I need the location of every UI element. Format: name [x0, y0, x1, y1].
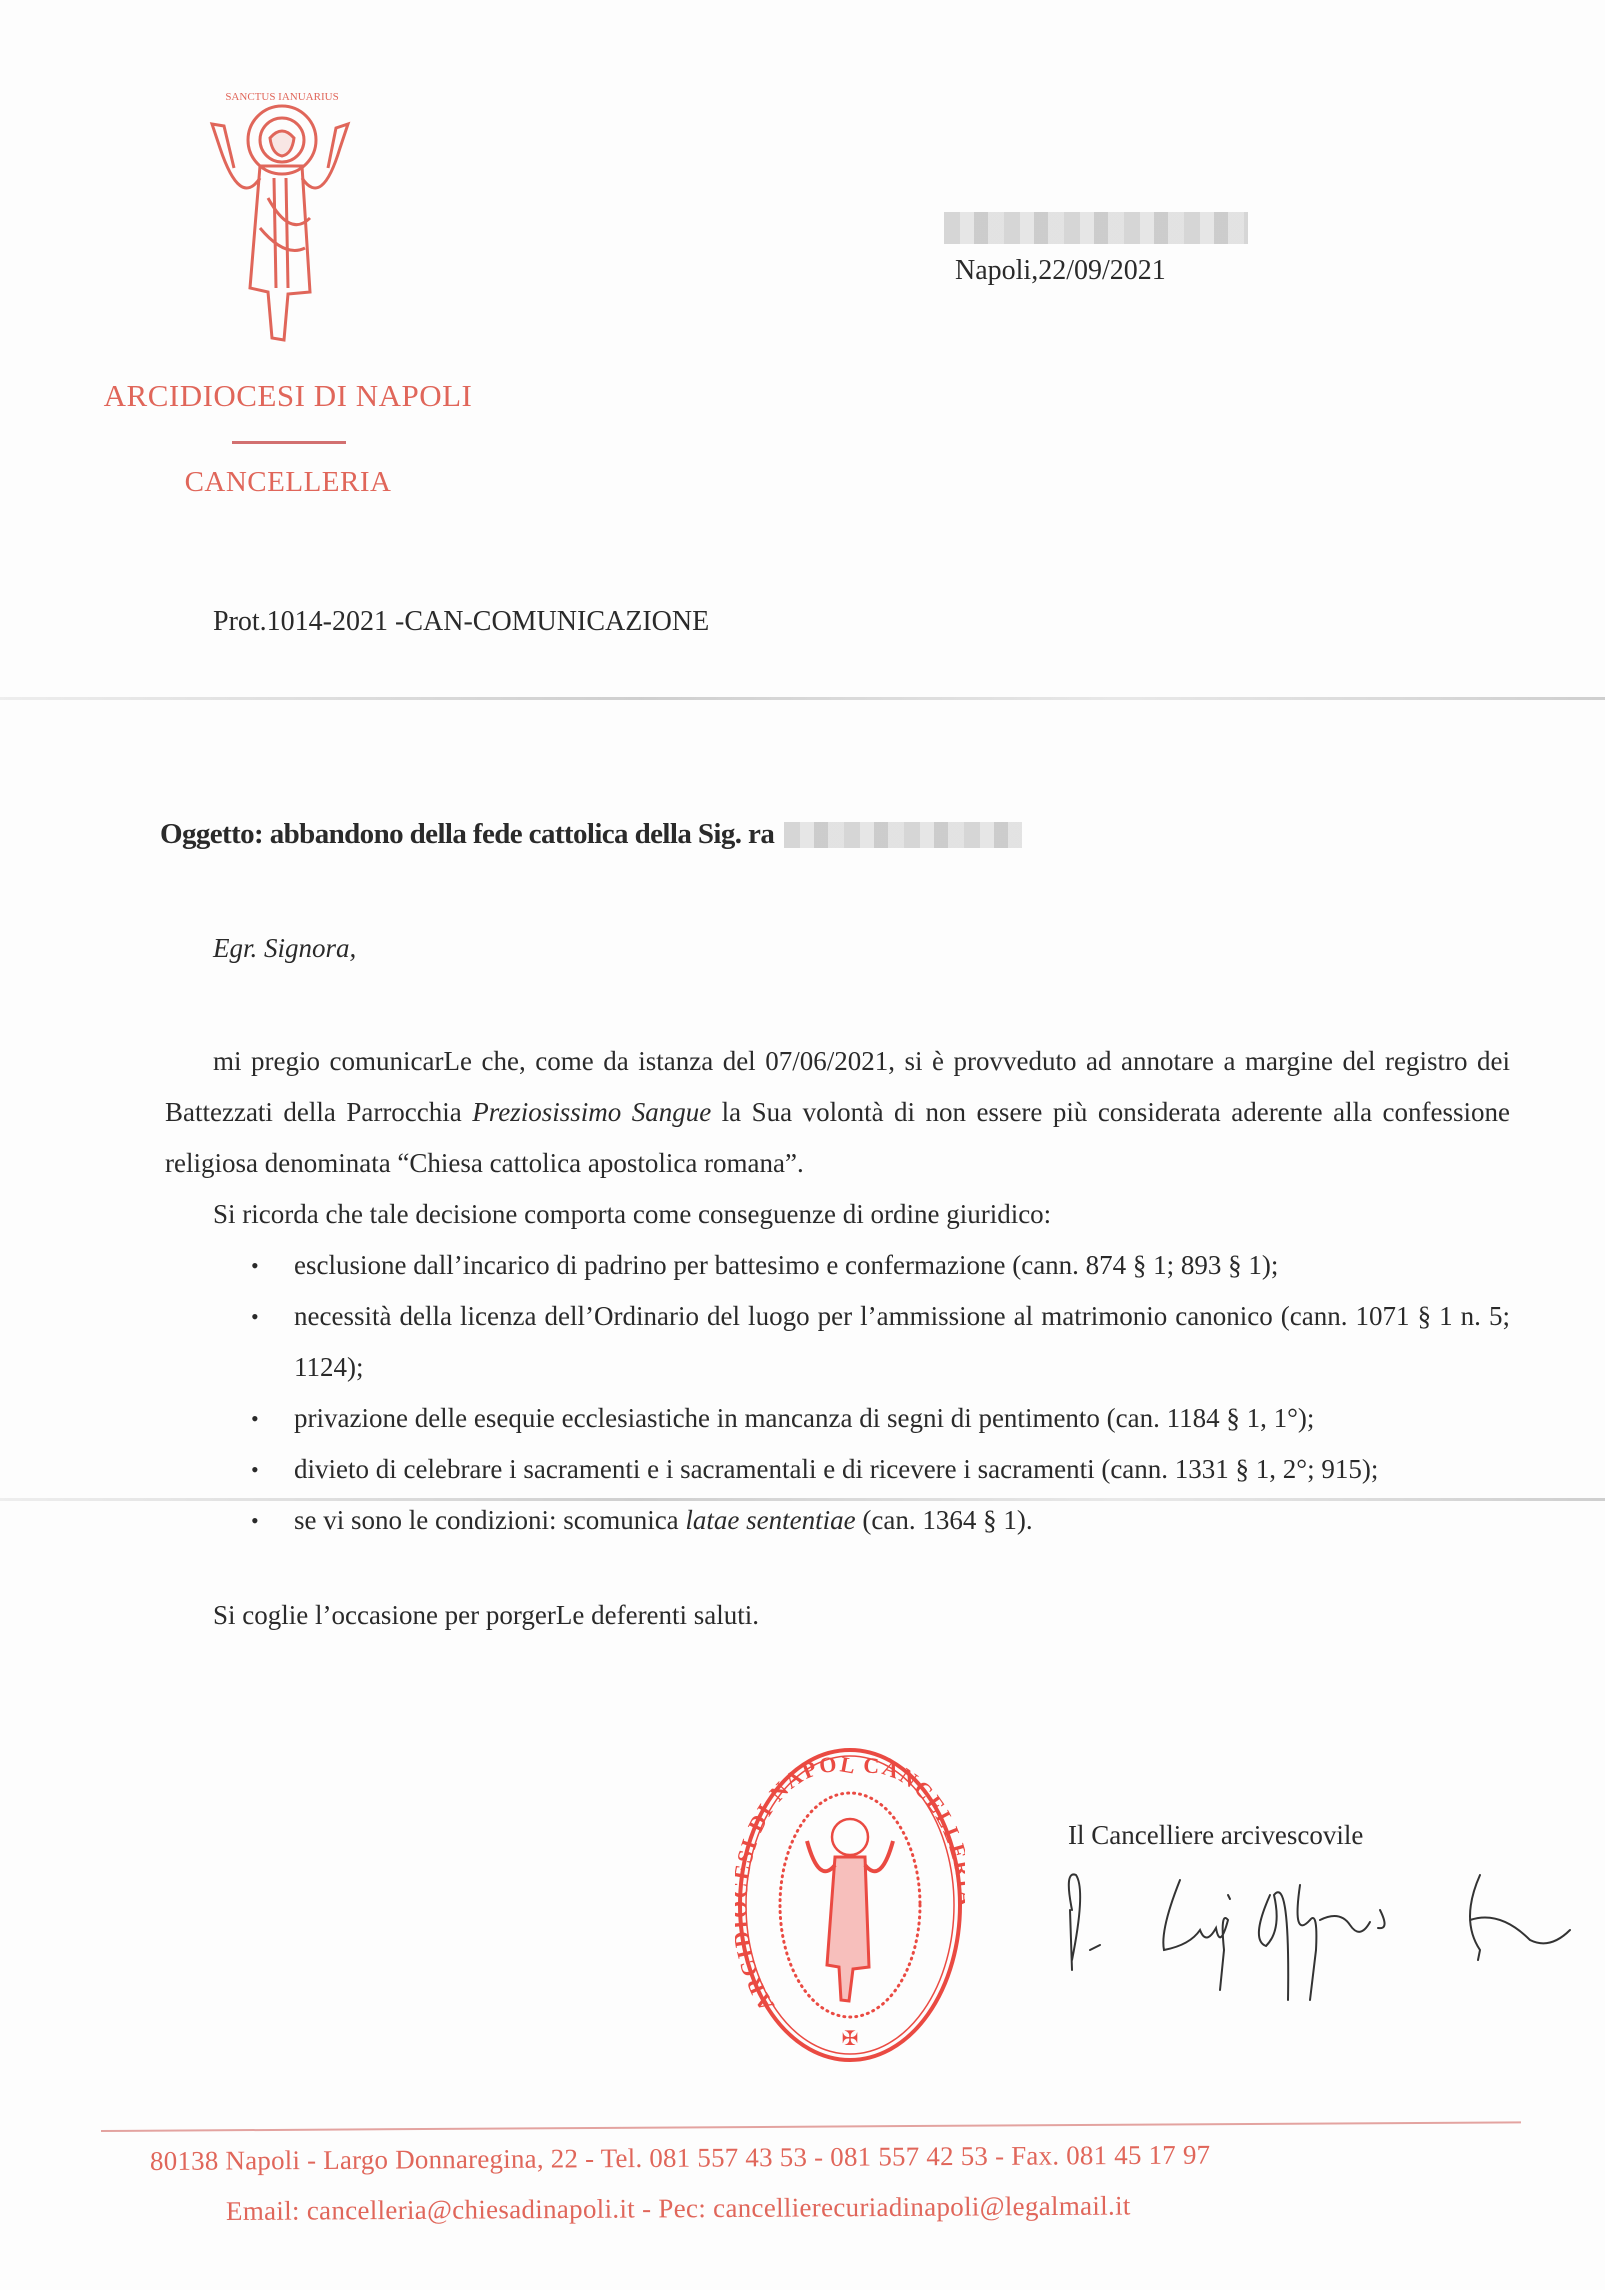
bullet-icon: •	[251, 1304, 259, 1329]
subject-row	[160, 818, 1022, 851]
bullet-icon: •	[251, 1253, 259, 1278]
letter-body	[165, 1036, 1510, 1641]
list-item	[213, 1393, 1510, 1444]
department-name: CANCELLERIA	[184, 466, 392, 498]
saint-januarius-icon	[190, 88, 370, 358]
subject-recipient-redacted	[784, 822, 1022, 848]
latin-term: latae sententiae	[685, 1505, 856, 1535]
bullet-icon: •	[251, 1406, 259, 1431]
list-item-text: necessità della licenza dell’Ordinario del luogo per l’ammissione al matrimonio canonico (cann. 1071 § 1 n. 5; 1124);	[294, 1301, 1510, 1382]
seal-stamp-icon	[735, 1745, 965, 2065]
letter-date: Napoli,22/09/2021	[955, 255, 1166, 286]
footer-divider	[101, 2121, 1521, 2132]
signer-title: Il Cancelliere arcivescovile	[1068, 1820, 1364, 1850]
list-item-text: (can. 1364 § 1).	[855, 1505, 1033, 1535]
organization-name: ARCIDIOCESI DI NAPOLI	[103, 378, 473, 413]
list-item-text: esclusione dall’incarico di padrino per battesimo e confermazione (cann. 874 § 1; 893 § 1);	[294, 1250, 1279, 1280]
list-item-text: se vi sono le condizioni: scomunica	[294, 1505, 686, 1535]
body-paragraph-1	[165, 1036, 1510, 1189]
footer-address: 80138 Napoli - Largo Donnaregina, 22 - Tel. 081 557 43 53 - 081 557 42 53 - Fax. 081 45 17 97	[149, 2139, 1211, 2176]
body-paragraph-2: Si ricorda che tale decisione comporta come conseguenze di ordine giuridico:	[213, 1199, 1052, 1229]
paragraph-text: la Sua volontà di non essere più considerata aderente alla confessione religiosa denominata “Chiesa cattolica apostolica romana”.	[165, 1097, 1511, 1178]
list-item	[213, 1291, 1510, 1393]
list-item	[213, 1495, 1510, 1546]
cross-icon: ✠	[841, 2028, 859, 2050]
logo-inscription: SANCTUS IANUARIUS	[225, 91, 339, 103]
recipient-redacted	[944, 212, 1248, 244]
protocol-number: Prot.1014-2021 -CAN-COMUNICAZIONE	[213, 606, 710, 637]
subject-line: Oggetto: abbandono della fede cattolica della Sig. ra	[160, 818, 775, 850]
svg-text:CANCELLERIA	[863, 1752, 965, 1908]
footer-contacts: Email: cancelleria@chiesadinapoli.it - Pec: cancellierecuriadinapoli@legalmail.it	[225, 2190, 1131, 2226]
parish-name: Preziosissimo Sangue	[472, 1097, 712, 1127]
consequences-list	[165, 1240, 1510, 1546]
paragraph-text: mi pregio comunicarLe che, come da istanza del 07/06/2021, si è provveduto ad annotare a margine del registro dei Battezzati della Parrocchia	[165, 1046, 1510, 1127]
salutation: Egr. Signora,	[213, 933, 357, 963]
list-item	[213, 1444, 1510, 1495]
list-item-text: divieto di celebrare i sacramenti e i sacramentali e di ricevere i sacramenti (cann. 1331 § 1, 2°; 915);	[294, 1454, 1379, 1484]
closing-line: Si coglie l’occasione per porgerLe deferenti saluti.	[213, 1600, 760, 1630]
stamp-text-left: ARC I DI NAPOL	[735, 1750, 860, 2016]
handwritten-signature-icon	[1060, 1870, 1580, 2020]
letterhead-divider	[232, 441, 346, 444]
list-item	[213, 1240, 1510, 1291]
stamp-text-right: CANCELL	[862, 1752, 965, 1849]
bullet-icon: •	[251, 1508, 259, 1533]
list-item-text: privazione delle esequie ecclesiastiche in mancanza di segni di pentimento (can. 1184 § 1, 1°);	[294, 1403, 1315, 1433]
paper-fold-line	[0, 697, 1605, 700]
bullet-icon: •	[251, 1457, 259, 1482]
